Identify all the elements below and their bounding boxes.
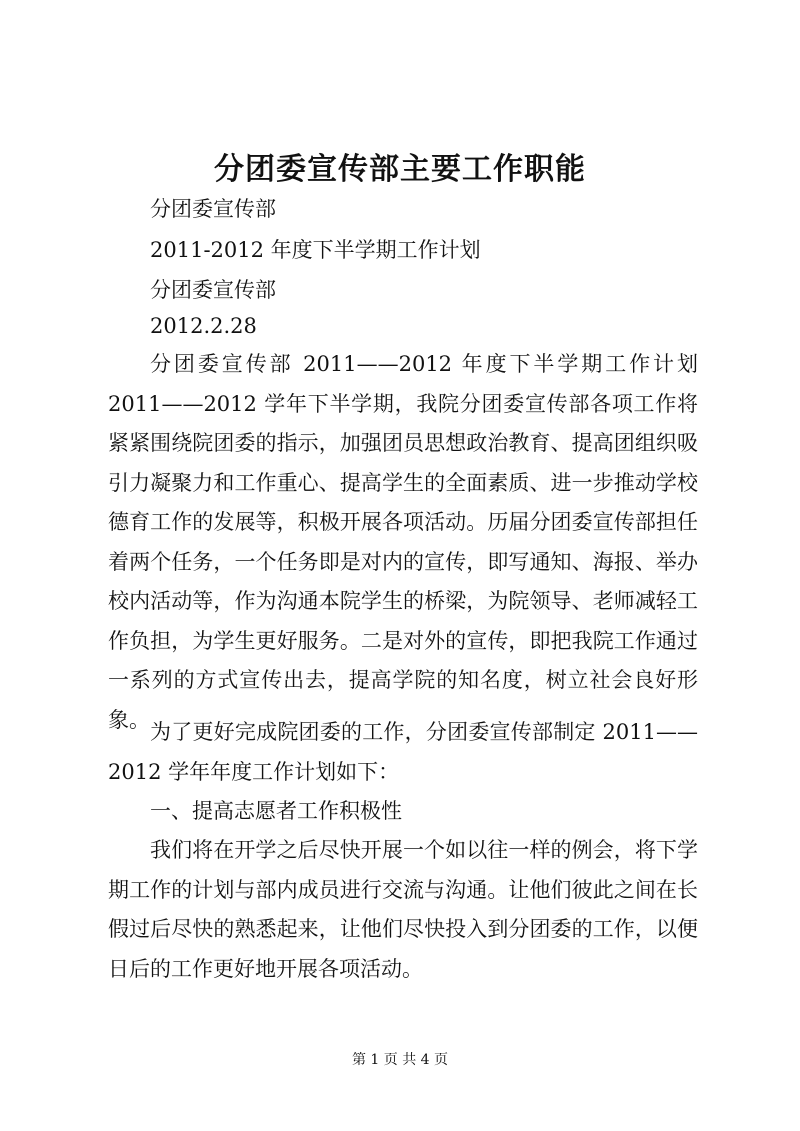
date-line: 2012.2.28 — [150, 314, 257, 338]
document-title: 分团委宣传部主要工作职能 — [214, 152, 586, 187]
department-line-2: 分团委宣传部 — [150, 278, 276, 302]
plan-paragraph: 为了更好完成院团委的工作，分团委宣传部制定 2011——2012 学年年度工作计划如下： — [108, 720, 698, 784]
section-paragraph: 我们将在开学之后尽快开展一个如以往一样的例会，将下学期工作的计划与部内成员进行交流与沟通。让他们彼此之间在长假过后尽快的熟悉起来，让他们尽快投入到分团委的工作，以便日后的工作更好地开展各项活动。 — [108, 838, 698, 981]
intro-paragraph: 分团委宣传部 2011——2012 年度下半学期工作计划 2011——2012 学年下半学期，我院分团委宣传部各项工作将紧紧围绕院团委的指示，加强团员思想政治教育、提高团组织吸引力凝聚力和工作重心、提高学生的全面素质、进一步推动学校德育工作的发展等，积极开展各项活动。历届分团委宣传部担任着两个任务，一个任务即是对内的宣传，即写通知、海报、举办校内活动等，作为沟通本院学生的桥梁，为院领导、老师减轻工作负担，为学生更好服务。二是对外的宣传，即把我院工作通过一系列的方式宣传出去，提高学院的知名度，树立社会良好形象。 — [108, 352, 698, 732]
plan-title-line: 2011-2012 年度下半学期工作计划 — [150, 238, 481, 262]
page-footer: 第 1 页 共 4 页 — [351, 1052, 449, 1068]
department-line: 分团委宣传部 — [150, 197, 276, 221]
section-heading: 一、提高志愿者工作积极性 — [150, 799, 402, 823]
